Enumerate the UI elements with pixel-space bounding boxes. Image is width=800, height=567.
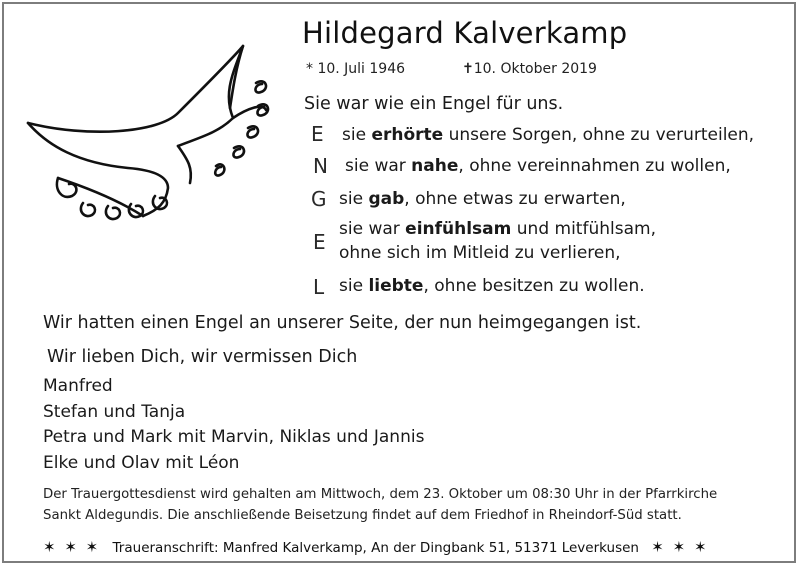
service-info: Der Trauergottesdienst wird gehalten am Mittwoch, dem 23. Oktober um 08:30 Uhr in der Pfarrkirche	[43, 487, 718, 502]
family-member: Stefan und Tanja	[43, 402, 186, 422]
acrostic-letter: N	[313, 154, 328, 178]
deceased-name: Hildegard Kalverkamp	[302, 16, 628, 50]
mourning-address: Traueranschrift: Manfred Kalverkamp, An der Dingbank 51, 51371 Leverkusen	[112, 540, 639, 556]
service-info: Sankt Aldegundis. Die anschließende Beisetzung findet auf dem Friedhof in Rheindorf-Süd statt.	[43, 508, 682, 523]
intro-line: Sie war wie ein Engel für uns.	[304, 94, 564, 114]
acrostic-line: sie war nahe, ohne vereinnahmen zu wollen,	[345, 156, 731, 176]
star-icon: ✶ ✶ ✶	[651, 538, 709, 556]
acrostic-line-continued: ohne sich im Mitleid zu verlieren,	[339, 243, 621, 263]
address-row	[43, 538, 709, 556]
acrostic-letter: E	[313, 230, 326, 254]
family-member: Elke und Olav mit Léon	[43, 453, 240, 473]
acrostic-letter: E	[311, 122, 324, 146]
family-member: Petra und Mark mit Marvin, Niklas und Jannis	[43, 427, 425, 447]
angel-wings-icon	[18, 28, 288, 238]
statement-line: Wir hatten einen Engel an unserer Seite, der nun heimgegangen ist.	[43, 313, 642, 333]
family-member: Manfred	[43, 376, 113, 396]
love-line: Wir lieben Dich, wir vermissen Dich	[47, 347, 358, 367]
acrostic-line: sie liebte, ohne besitzen zu wollen.	[339, 276, 645, 296]
birth-date: * 10. Juli 1946	[306, 61, 406, 77]
star-icon: ✶ ✶ ✶	[43, 538, 101, 556]
acrostic-line: sie erhörte unsere Sorgen, ohne zu verurteilen,	[342, 125, 755, 145]
acrostic-line: sie gab, ohne etwas zu erwarten,	[339, 189, 626, 209]
acrostic-line: sie war einfühlsam und mitfühlsam,	[339, 219, 656, 239]
death-date: ✝10. Oktober 2019	[462, 61, 597, 77]
acrostic-letter: G	[311, 187, 327, 211]
acrostic-letter: L	[313, 275, 325, 299]
